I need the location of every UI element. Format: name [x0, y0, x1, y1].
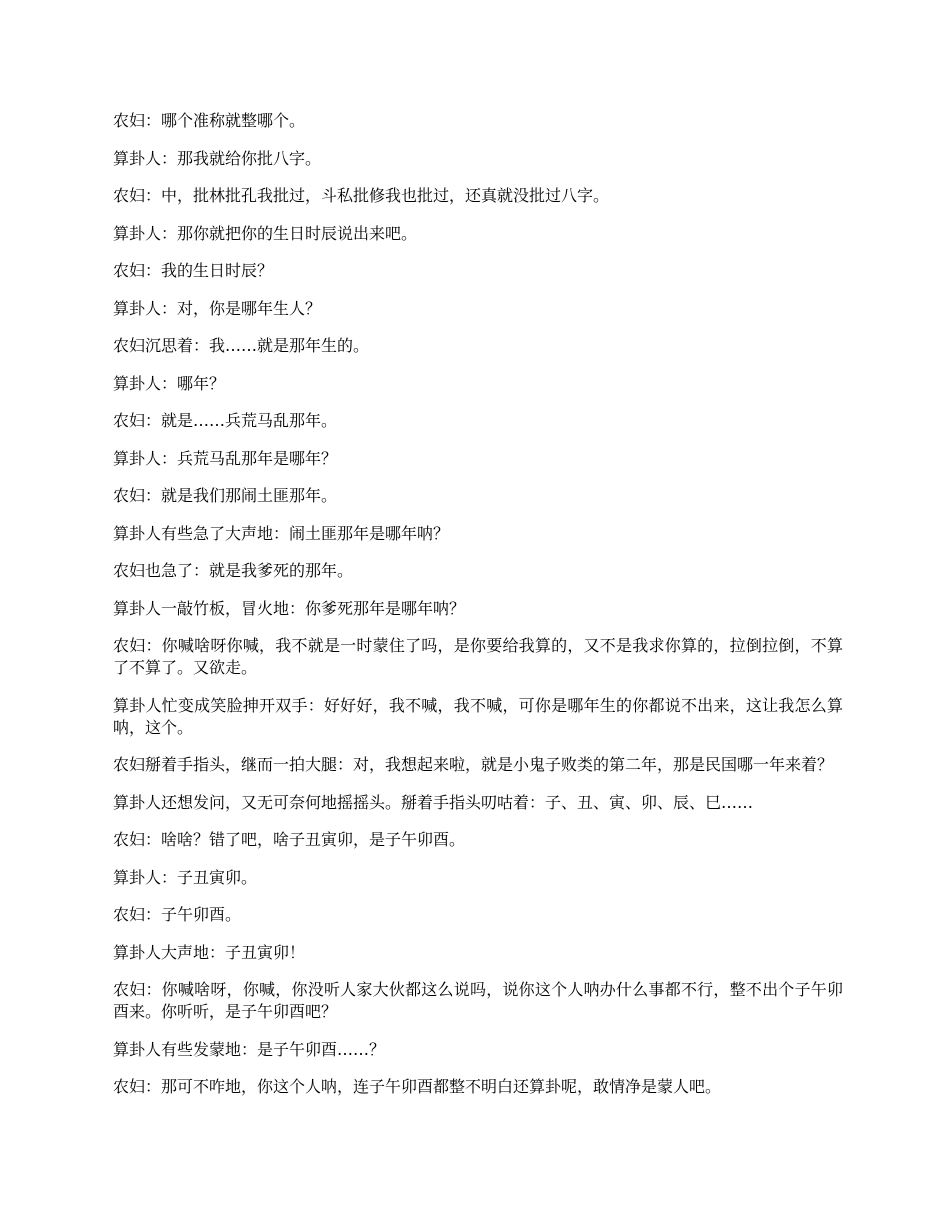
dialogue-line: 农妇：我的生日时辰？ [113, 261, 274, 280]
dialogue-line: 算卦人：那你就把你的生日时辰说出来吧。 [113, 223, 418, 243]
dialogue-line: 农妇：就是我们那闹土匪那年。 [113, 486, 338, 505]
dialogue-line: 算卦人：对，你是哪年生人？ [113, 298, 322, 318]
dialogue-line: 农妇：子午卯酉。 [113, 905, 242, 924]
dialogue-line: 农妇沉思着：我……就是那年生的。 [113, 336, 370, 355]
document-body [113, 110, 843, 1114]
dialogue-line: 农妇掰着手指头，继而一拍大腿：对，我想起来啦，就是小鬼子败类的第二年，那是民国哪一年来着？ [113, 755, 834, 774]
dialogue-line: 农妇：你喊啥呀，你喊，你没听人家大伙都这么说吗，说你这个人呐办什么事都不行，整不出个子午卯酉来。你听听，是子午卯酉吧？ [113, 980, 843, 1021]
dialogue-line: 算卦人：子丑寅卯。 [113, 867, 258, 887]
dialogue-line: 算卦人有些急了大声地：闹土匪那年是哪年呐？ [113, 523, 450, 543]
dialogue-line: 农妇：那可不咋地，你这个人呐，连子午卯酉都整不明白还算卦呢，敢情净是蒙人吧。 [113, 1077, 722, 1096]
dialogue-line: 算卦人：哪年？ [113, 373, 226, 393]
dialogue-line: 算卦人忙变成笑脸抻开双手：好好好，我不喊，我不喊，可你是哪年生的你都说不出来，这让我怎么算呐，这个。 [113, 695, 843, 737]
dialogue-line: 农妇：就是……兵荒马乱那年。 [113, 411, 338, 430]
dialogue-line: 算卦人有些发蒙地：是子午卯酉……？ [113, 1039, 386, 1059]
dialogue-line: 农妇：哪个准称就整哪个。 [113, 111, 306, 130]
dialogue-line: 农妇：你喊啥呀你喊，我不就是一时蒙住了吗，是你要给我算的，又不是我求你算的，拉倒拉倒，不算了不算了。又欲走。 [113, 636, 843, 677]
dialogue-line: 农妇：中，批林批孔我批过，斗私批修我也批过，还真就没批过八字。 [113, 186, 610, 205]
dialogue-line: 算卦人还想发问，又无可奈何地摇摇头。掰着手指头叨咕着：子、丑、寅、卯、辰、巳…… [113, 792, 754, 812]
dialogue-line: 算卦人：兵荒马乱那年是哪年？ [113, 448, 338, 468]
dialogue-line: 算卦人一敲竹板，冒火地：你爹死那年是哪年呐？ [113, 598, 466, 618]
dialogue-line: 算卦人大声地：子丑寅卯！ [113, 942, 306, 962]
dialogue-line: 算卦人：那我就给你批八字。 [113, 148, 322, 168]
dialogue-line: 农妇：啥啥？错了吧，啥子丑寅卯，是子午卯酉。 [113, 830, 466, 849]
dialogue-line: 农妇也急了：就是我爹死的那年。 [113, 561, 354, 580]
